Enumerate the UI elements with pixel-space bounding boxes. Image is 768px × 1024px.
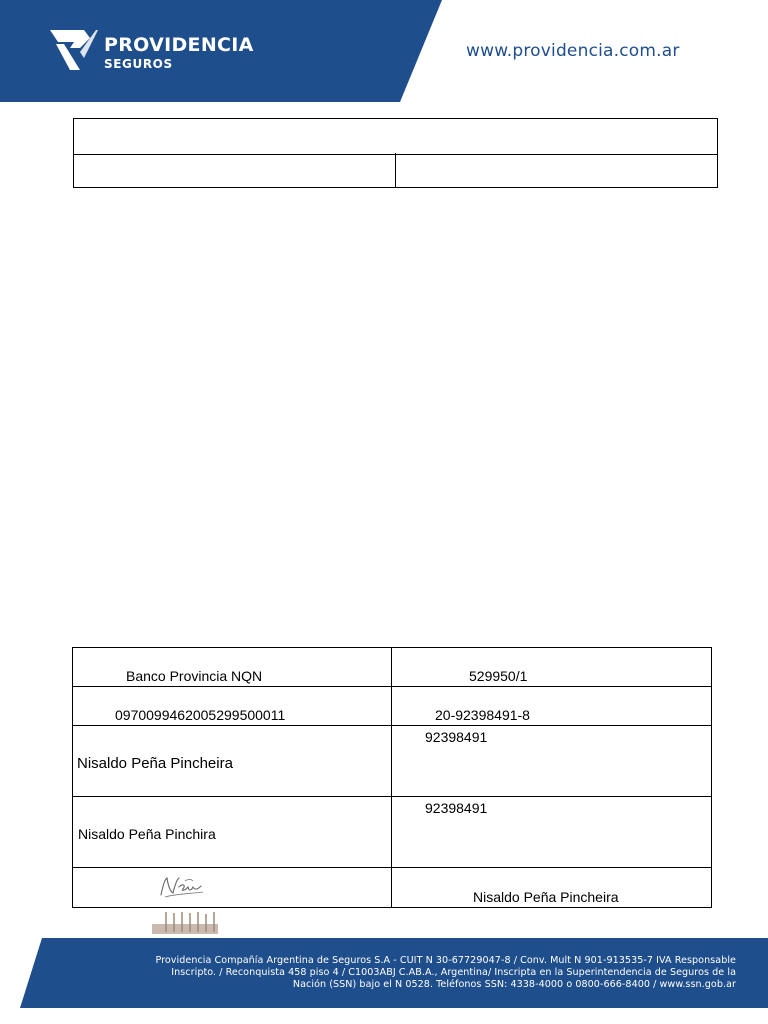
table-divider (395, 153, 396, 187)
cbu-value: 0970099462005299500011 (115, 707, 286, 723)
brand-name: PROVIDENCIA (104, 34, 254, 56)
signer-name-value: Nisaldo Peña Pinchira (78, 826, 216, 842)
bank-name-value: Banco Provincia NQN (126, 668, 263, 684)
footer-line: Inscripto. / Reconquista 458 piso 4 / C1003ABJ C.AB.A., Argentina/ Inscripta en la Superintendencia de Seguros de la (171, 967, 736, 978)
signature-caption-name: Nisaldo Peña Pincheira (473, 889, 619, 905)
table-row-divider (72, 725, 712, 726)
table-row-divider (72, 686, 712, 687)
table-row-divider (72, 867, 712, 868)
holder-name-value: Nisaldo Peña Pincheira (77, 755, 233, 772)
stamp-fragment (152, 910, 218, 934)
account-number-value: 529950/1 (469, 668, 528, 684)
holder-id-value: 92398491 (425, 729, 488, 745)
footer-legal-text (96, 955, 736, 991)
company-logo (50, 28, 254, 72)
footer-line: Nación (SSN) bajo el N 0528. Teléfonos SSN: 4338-4000 o 0800-666-8400 / www.ssn.gob.ar (292, 979, 736, 990)
footer-line: Providencia Compañía Argentina de Seguros S.A - CUIT N 30-67729047-8 / Conv. Mult N 901-913535-7 IVA Responsable (155, 955, 736, 966)
providencia-logo-icon (50, 28, 98, 72)
table-row-divider (72, 796, 712, 797)
empty-table-row (73, 118, 718, 155)
bank-details-table (72, 647, 712, 908)
brand-subtitle: SEGUROS (104, 57, 173, 71)
empty-table-row (73, 153, 718, 188)
cuit-value: 20-92398491-8 (435, 707, 530, 723)
website-url: www.providencia.com.ar (466, 41, 680, 61)
empty-header-table (73, 118, 718, 189)
signer-id-value: 92398491 (425, 800, 488, 816)
handwritten-signature (155, 873, 207, 901)
